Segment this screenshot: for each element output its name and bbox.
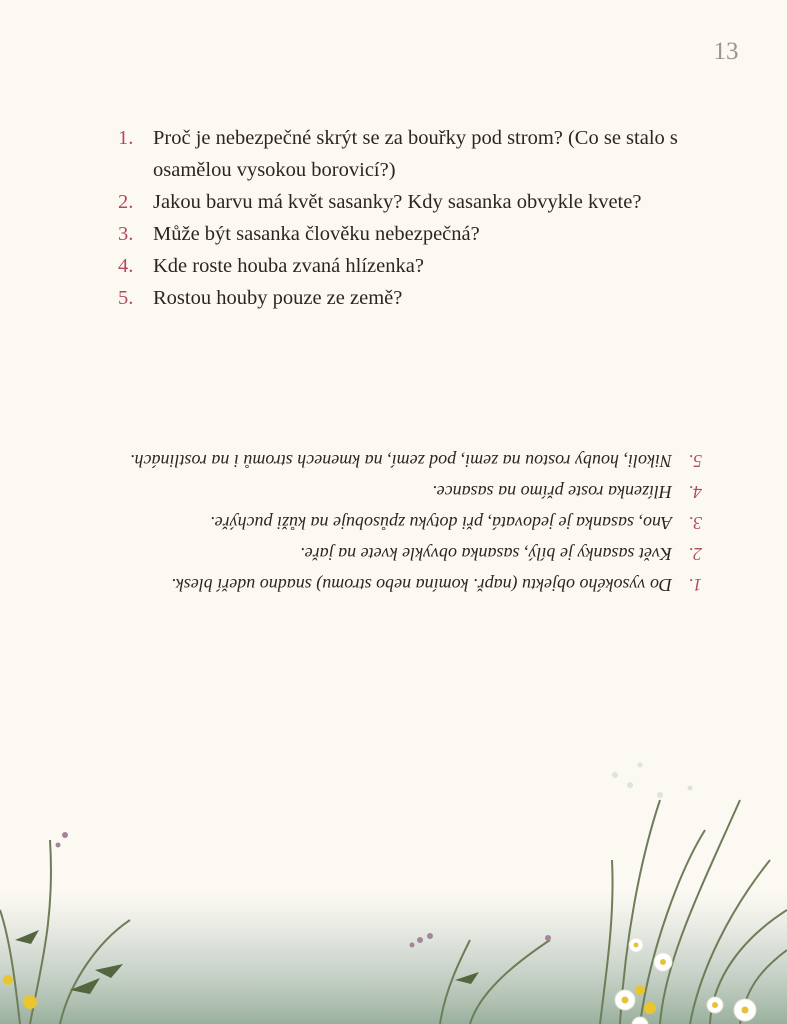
answer-number: 3.: [688, 513, 702, 533]
question-item: [118, 186, 678, 218]
answer-text: Ano, sasanka je jedovatá, při dotyku způsobuje na kůži puchýře.: [210, 513, 672, 533]
question-text: Kde roste houba zvaná hlízenka?: [153, 255, 424, 277]
question-text: Proč je nebezpečné skrýt se za bouřky pod strom? (Co se stalo s osamělou vysokou borovicí?): [153, 127, 678, 181]
meadow-illustration: [0, 740, 787, 1024]
upside-down-answers: [120, 445, 702, 600]
question-item: [118, 250, 678, 282]
answer-item: [120, 507, 702, 538]
answer-item: [120, 445, 702, 476]
answer-text: Do vysokého objektu (např. komína nebo stromu) snadno udeří blesk.: [171, 575, 672, 595]
answer-number: 5.: [688, 451, 702, 471]
question-number: 2.: [118, 191, 134, 213]
answer-text: Květ sasanky je bílý, sasanka obvykle kvete na jaře.: [300, 544, 672, 564]
question-item: [118, 218, 678, 250]
question-number: 1.: [118, 127, 134, 149]
answer-text: Hlízenka roste přímo na sasance.: [432, 482, 672, 502]
question-item: [118, 122, 678, 186]
question-text: Jakou barvu má květ sasanky? Kdy sasanka obvykle kvete?: [153, 191, 642, 213]
question-item: [118, 282, 678, 314]
question-number: 4.: [118, 255, 134, 277]
question-number: 5.: [118, 287, 134, 309]
answer-number: 2.: [688, 544, 702, 564]
answer-text: Nikoli, houby rostou na zemi, pod zemí, na kmenech stromů i na rostlinách.: [130, 451, 672, 471]
question-number: 3.: [118, 223, 134, 245]
question-text: Může být sasanka člověku nebezpečná?: [153, 223, 480, 245]
answer-item: [120, 569, 702, 600]
question-list: [118, 122, 678, 314]
answer-number: 4.: [688, 482, 702, 502]
small-white-buds: [612, 763, 693, 799]
answer-item: [120, 476, 702, 507]
page-number: 13: [713, 38, 739, 65]
question-text: Rostou houby pouze ze země?: [153, 287, 403, 309]
answer-item: [120, 538, 702, 569]
answer-number: 1.: [688, 575, 702, 595]
